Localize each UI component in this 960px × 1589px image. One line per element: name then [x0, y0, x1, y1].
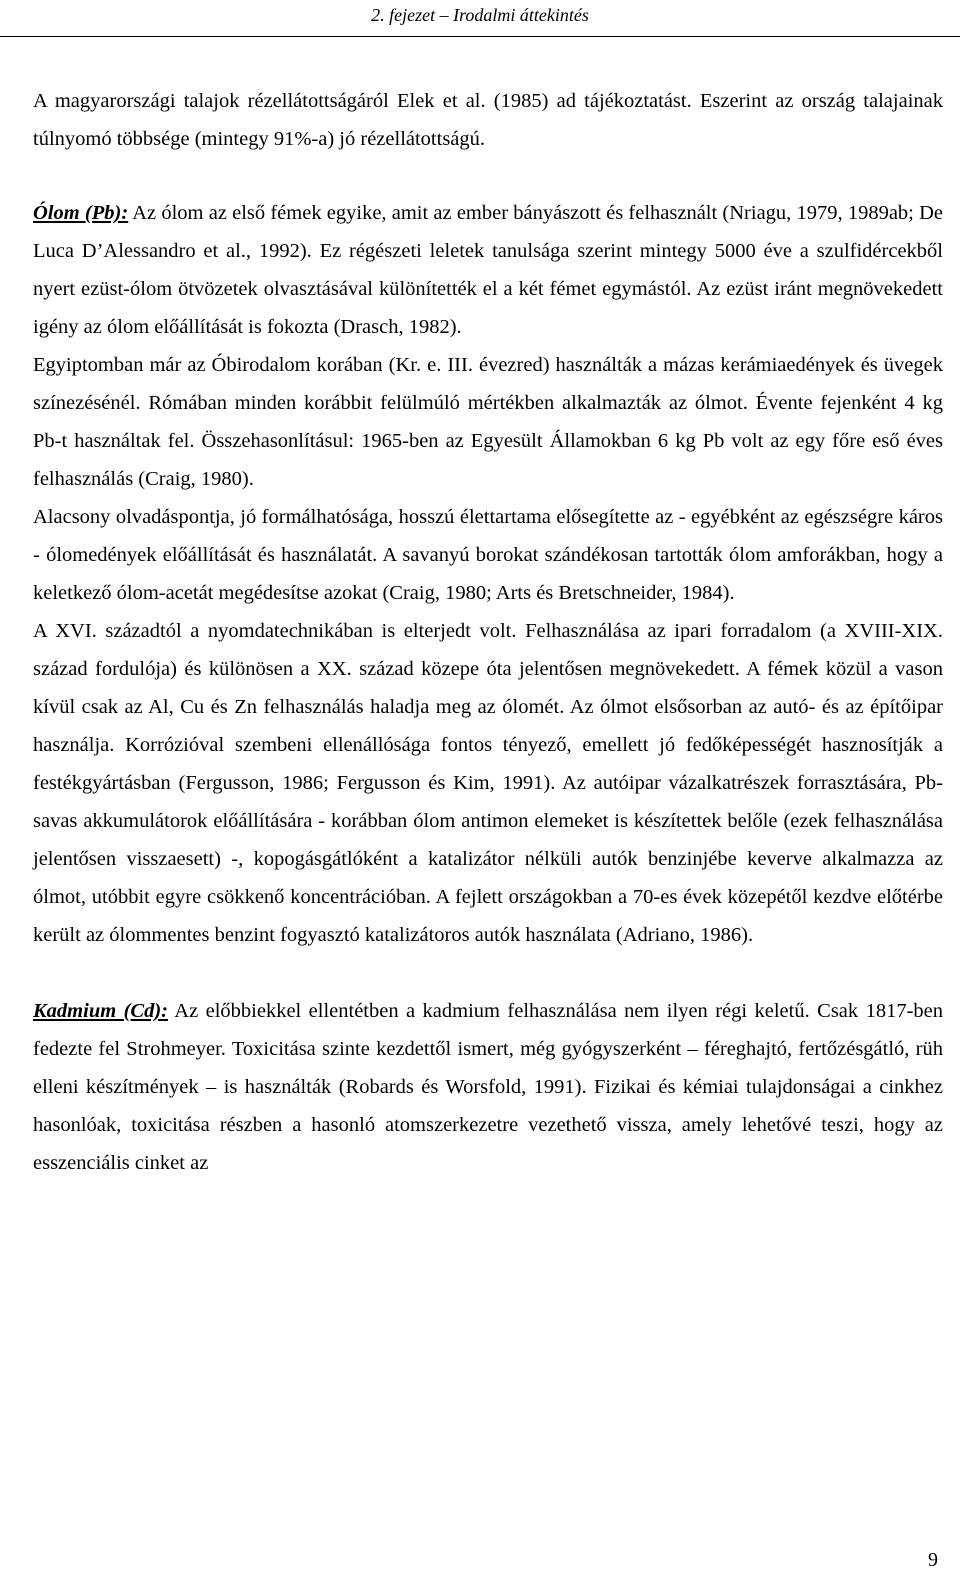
paragraph-cadmium-1 — [33, 992, 943, 1182]
chapter-title: 2. fejezet – Irodalmi áttekintés — [371, 5, 589, 25]
cadmium-heading: Kadmium (Cd): — [33, 1000, 168, 1022]
paragraph-intro: A magyarországi talajok rézellátottságáról Elek et al. (1985) ad tájékoztatást. Eszerint az ország talajainak túlnyomó többsége (mintegy 91%-a) jó rézellátottságú. — [33, 90, 943, 150]
cadmium-paragraph-1-text: Az előbbiekkel ellentétben a kadmium felhasználása nem ilyen régi keletű. Csak 1817-ben fedezte fel Strohmeyer. Toxicitása szinte kezdettől ismert, még gyógyszerként – féreghajtó, fertőzésgátló, rüh elleni készítmények – is használták (Robards és Worsfold, 1991). Fizikai és kémiai tulajdonságai a cinkhez hasonlóak, toxicitása részben a hasonló atomszerkezetre vezethető vissza, amely lehetővé teszi, hogy az esszenciális cinket az — [33, 1000, 943, 1174]
page-number: 9 — [928, 1549, 938, 1571]
page-body — [33, 82, 943, 1182]
paragraph-lead-2: Egyiptomban már az Óbirodalom korában (Kr. e. III. évezred) használták a mázas kerámiaedények és üvegek színezésénél. Rómában minden korábbit felülmúló mértékben alkalmazták az ólmot. Évente fejenként 4 kg Pb-t használtak fel. Összehasonlításul: 1965-ben az Egyesült Államokban 6 kg Pb volt az egy főre eső éves felhasználás (Craig, 1980). — [33, 354, 943, 490]
paragraph-lead-3: Alacsony olvadáspontja, jó formálhatósága, hosszú élettartama elősegítette az - egyébként az egészségre káros - ólomedények előállítását és használatát. A savanyú borokat szándékosan tartották ólom amforákban, hogy a keletkező ólom-acetát megédesítse azokat (Craig, 1980; Arts és Bretschneider, 1984). — [33, 506, 943, 604]
paragraph-lead-1 — [33, 194, 943, 346]
header-rule — [0, 36, 960, 37]
lead-paragraph-1-text: Az ólom az első fémek egyike, amit az ember bányászott és felhasznált (Nriagu, 1979, 1989ab; De Luca D’Alessandro et al., 1992). Ez régészeti leletek tanulsága szerint mintegy 5000 éve a szulfidércekből nyert ezüst-ólom ötvözetek olvasztásával különítették el a két fémet egymástól. Az ezüst iránt megnövekedett igény az ólom előállítását is fokozta (Drasch, 1982). — [33, 202, 943, 338]
lead-heading: Ólom (Pb): — [33, 202, 129, 224]
paragraph-lead-4: A XVI. századtól a nyomdatechnikában is elterjedt volt. Felhasználása az ipari forradalom (a XVIII-XIX. század fordulója) és különösen a XX. század közepe óta jelentősen megnövekedett. A fémek közül a vason kívül csak az Al, Cu és Zn felhasználás haladja meg az ólomét. Az ólmot elsősorban az autó- és az építőipar használja. Korrózióval szembeni ellenállósága fontos tényező, emellett jó fedőképességét hasznosítják a festékgyártásban (Fergusson, 1986; Fergusson és Kim, 1991). Az autóipar vázalkatrészek forrasztására, Pb-savas akkumulátorok előállítására - korábban ólom antimon elemeket is készítettek belőle (ezek felhasználása jelentősen visszaesett) -, kopogásgátlóként a katalizátor nélküli autók benzinjébe keverve alkalmazza az ólmot, utóbbit egyre csökkenő koncentrációban. A fejlett országokban a 70-es évek közepétől kezdve előtérbe került az ólommentes benzint fogyasztó katalizátoros autók használata (Adriano, 1986). — [33, 620, 943, 946]
page-header — [0, 0, 960, 40]
